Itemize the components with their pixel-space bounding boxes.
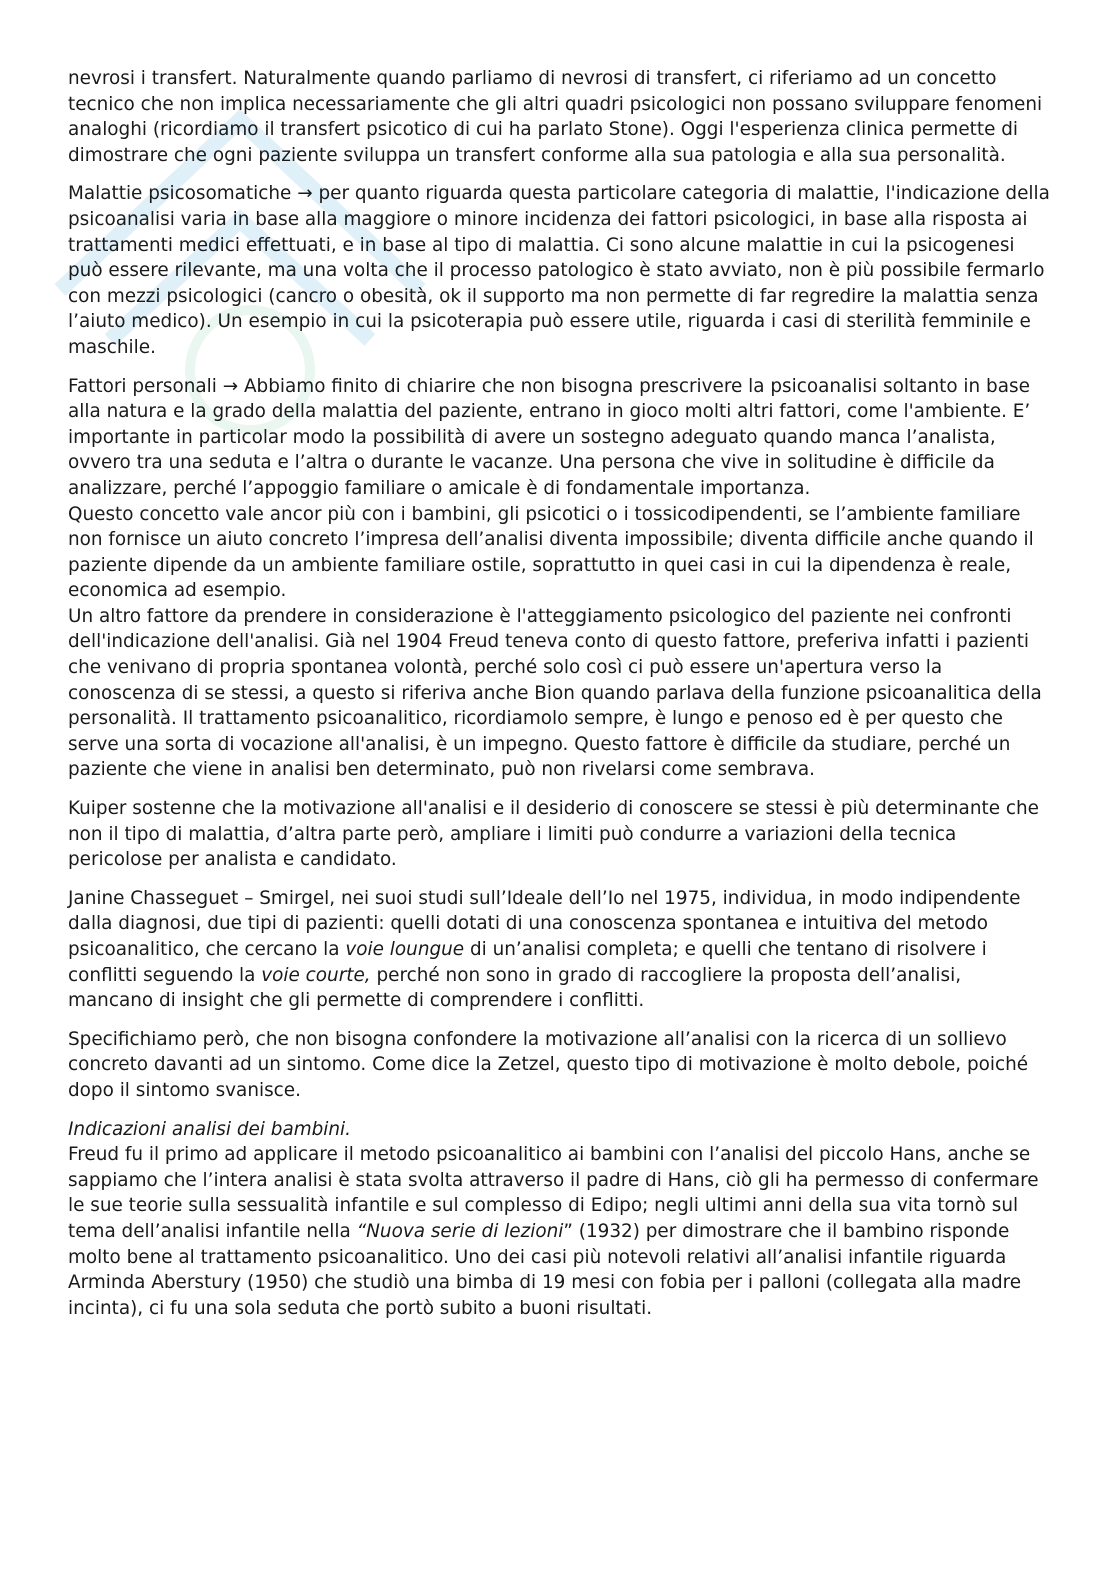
section-heading [68, 1117, 1052, 1143]
text-run: di un’analisi completa; e quelli che tentano di risolvere i conflitti seguendo la [68, 939, 987, 986]
paragraph-bambini [68, 1142, 1052, 1321]
paragraph-zetzel: Specifichiamo però, che non bisogna confondere la motivazione all’analisi con la ricerca di un sollievo concreto davanti ad un sintomo. Come dice la Zetzel, questo tipo di motivazione è molto debole, poiché dopo il sintomo svanisce. [68, 1028, 1029, 1101]
italic-voie-courte: voie courte, [261, 964, 371, 986]
text-run: Janine Chasseguet – Smirgel, nei suoi studi sull’Ideale dell’Io nel 1975, individua, in modo indipendente dalla diagnosi, due tipi di pazienti: quelli dotati di una conoscenza spontanea e intuitiva del metodo psicoanalitico, che cercano la [68, 887, 1021, 960]
heading-text: Indicazioni analisi dei bambini. [68, 1118, 352, 1140]
paragraph-chasseguet [68, 886, 1052, 1014]
paragraph-ambiente: Questo concetto vale ancor più con i bambini, gli psicotici o i tossicodipendenti, se l’ambiente familiare non fornisce un aiuto concreto l’impresa dell’analisi diventa impossibile; diventa difficile anche quando il paziente dipende da un ambiente familiare ostile, soprattutto in quei casi in cui la dipendenza è reale, economica ad esempio. [68, 503, 1034, 602]
paragraph-atteggiamento: Un altro fattore da prendere in considerazione è l'atteggiamento psicologico del paziente nei confronti dell'indicazione dell'analisi. Già nel 1904 Freud teneva conto di questo fattore, preferiva infatti i pazienti che venivano di propria spontanea volontà, perché solo così ci può essere un'apertura verso la conoscenza di se stessi, a questo si riferiva anche Bion quando parlava della funzione psicoanalitica della personalità. Il trattamento psicoanalitico, ricordiamolo sempre, è lungo e penoso ed è per questo che serve una sorta di vocazione all'analisi, è un impegno. Questo fattore è difficile da studiare, perché un paziente che viene in analisi ben determinato, può non rivelarsi come sembrava. [68, 605, 1042, 781]
text-run: ” (1932) per dimostrare che il bambino risponde molto bene al trattamento psicoanalitico. Uno dei casi più notevoli relativi all’analisi infantile riguarda Arminda Aberstury (1950) che studiò una bimba di 19 mesi con fobia per i palloni (collegata alla madre incinta), ci fu una sola seduta che portò subito a buoni risultati. [68, 1220, 1022, 1319]
paragraph-fattori-personali: Fattori personali → Abbiamo finito di chiarire che non bisogna prescrivere la psicoanalisi soltanto in base alla natura e la grado della malattia del paziente, entrano in gioco molti altri fattori, come l'ambiente. E’ importante in particolar modo la possibilità di avere un sostegno adeguato quando manca l’analista, ovvero tra una seduta e l’altra o durante le vacanze. Una persona che vive in solitudine è difficile da analizzare, perché l’appoggio familiare o amicale è di fondamentale importanza. [68, 375, 1031, 499]
text-run: Freud fu il primo ad applicare il metodo psicoanalitico ai bambini con l’analisi del piccolo Hans, anche se sappiamo che l’intera analisi è stata svolta attraverso il padre di Hans, ciò gli ha permesso di confermare le sue teorie sulla sessualità infantile e sul complesso di Edipo; negli ultimi anni della sua vita tornò sul tema dell’analisi infantile nella [68, 1144, 1039, 1242]
document-page [68, 66, 1052, 1334]
paragraph-kuiper: Kuiper sostenne che la motivazione all'analisi e il desiderio di conoscere se stessi è più determinante che non il tipo di malattia, d’altra parte però, ampliare i limiti può condurre a variazioni della tecnica pericolose per analista e candidato. [68, 798, 1039, 871]
paragraph-transfert: nevrosi i transfert. Naturalmente quando parliamo di nevrosi di transfert, ci riferiamo ad un concetto tecnico che non implica necessariamente che gli altri quadri psicologici non possano sviluppare fenomeni analoghi (ricordiamo il transfert psicotico di cui ha parlato Stone). Oggi l'esperienza clinica permette di dimostrare che ogni paziente sviluppa un transfert conforme alla sua patologia e alla sua personalità. [68, 68, 1043, 166]
italic-nuova-serie: “Nuova serie di lezioni [356, 1220, 564, 1242]
paragraph-psicosomatiche: Malattie psicosomatiche → per quanto riguarda questa particolare categoria di malattie, l'indicazione della psicoanalisi varia in base alla maggiore o minore incidenza dei fattori psicologici, in base alla risposta ai trattamenti medici effettuati, e in base al tipo di malattia. Ci sono alcune malattie in cui la psicogenesi può essere rilevante, ma una volta che il processo patologico è stato avviato, non è più possibile fermarlo con mezzi psicologici (cancro o obesità, ok il supporto ma non permette di far regredire la malattia senza l’aiuto medico). Un esempio in cui la psicoterapia può essere utile, riguarda i casi di sterilità femminile e maschile. [68, 183, 1050, 358]
italic-voie-loungue: voie loungue [345, 939, 465, 960]
text-run: perché non sono in grado di raccogliere la proposta dell’analisi, mancano di insight che gli permette di comprendere i conflitti. [68, 964, 962, 1012]
